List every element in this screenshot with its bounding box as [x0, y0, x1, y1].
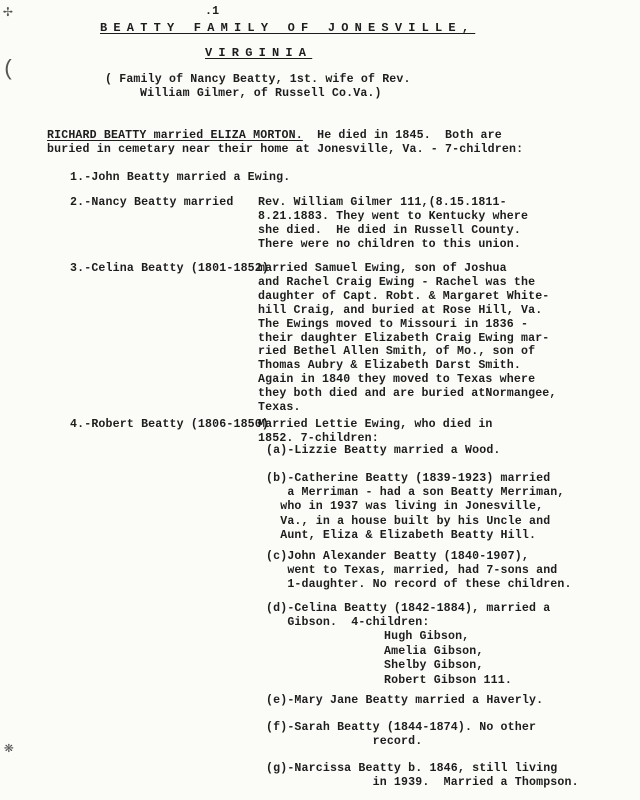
child-entry-line: daughter of Capt. Robt. & Margaret White- — [258, 289, 550, 303]
binder-hole-mark: ( — [2, 57, 16, 82]
child-entry-line: Married Lettie Ewing, who died in — [258, 418, 493, 431]
grandchild-entry-lead: (d)-Celina Beatty (1842-1884), married a — [266, 602, 551, 615]
child-entry-line: Thomas Aubry & Elizabeth Darst Smith. — [258, 359, 521, 373]
grandchild-entry-line: in 1939. Married a Thompson. — [266, 776, 579, 790]
child-entry-line: There were no children to this union. — [258, 237, 521, 251]
child-entry-line: Texas. — [258, 401, 301, 414]
subtitle-line: William Gilmer, of Russell Co.Va.) — [140, 87, 382, 100]
child-entry-line: Rev. William Gilmer 111,(8.15.1811- — [258, 196, 507, 209]
child-entry-line: and Rachel Craig Ewing - Rachel was the — [258, 275, 536, 289]
child-entry-line: their daughter Elizabeth Craig Ewing mar- — [258, 331, 550, 345]
grandchild-entry-line: record. — [266, 735, 423, 749]
grandchild-entry-line: a Merriman - had a son Beatty Merriman, — [266, 486, 565, 500]
grandchild-entry-lead: (c)John Alexander Beatty (1840-1907), — [266, 550, 529, 563]
grandchild-entry-line: who in 1937 was living in Jonesville, — [266, 500, 544, 514]
ink-blot-mark: ❋ — [4, 739, 14, 757]
binder-hole-mark: ✢ — [3, 3, 13, 21]
child-entry-line: ried Bethel Allen Smith, of Mo., son of — [258, 345, 536, 359]
gibson-child-name: Shelby Gibson, — [384, 659, 484, 673]
grandchild-entry-lead: (e)-Mary Jane Beatty married a Haverly. — [266, 694, 544, 707]
grandchild-entry-line: Va., in a house built by his Uncle and — [266, 514, 551, 528]
child-entry-line: The Ewings moved to Missouri in 1836 - — [258, 317, 529, 331]
child-entry-lead: 1.-John Beatty married a Ewing. — [70, 171, 291, 184]
child-entry-line: hill Craig, and buried at Rose Hill, Va. — [258, 303, 543, 317]
document-title-state: VIRGINIA — [205, 46, 313, 60]
page-number: .1 — [205, 5, 220, 18]
grandchild-entry-lead: (a)-Lizzie Beatty married a Wood. — [266, 444, 501, 457]
gibson-child-name: Robert Gibson 111. — [384, 673, 512, 687]
gibson-child-name: Hugh Gibson, — [384, 630, 470, 643]
child-entry-lead: 2.-Nancy Beatty married — [70, 196, 241, 209]
grandchild-entry-lead: (g)-Narcissa Beatty b. 1846, still living — [266, 762, 558, 775]
child-entry-lead: 3.-Celina Beatty (1801-1852) — [70, 262, 277, 275]
child-entry-line: they both died and are buried atNormangee, — [258, 387, 557, 401]
grandchild-entry-lead: (b)-Catherine Beatty (1839-1923) married — [266, 472, 551, 485]
child-entry-line: Again in 1840 they moved to Texas where — [258, 373, 536, 387]
child-entry-line: 1852. 7-children: — [258, 431, 379, 445]
subtitle-line: ( Family of Nancy Beatty, 1st. wife of Rev. — [105, 73, 411, 86]
child-entry-line: 8.21.1883. They went to Kentucky where — [258, 209, 529, 223]
intro-paragraph — [47, 129, 502, 142]
intro-text: He died in 1845. Both are — [302, 129, 502, 142]
child-entry-lead: 4.-Robert Beatty (1806-1850) — [70, 418, 277, 431]
child-entry-line: married Samuel Ewing, son of Joshua — [258, 262, 507, 275]
document-title: BEATTY FAMILY OF JONESVILLE, — [100, 21, 476, 35]
intro-couple-name: RICHARD BEATTY married ELIZA MORTON. — [47, 129, 303, 142]
intro-text-line: buried in cemetary near their home at Jonesville, Va. - 7-children: — [47, 143, 524, 156]
grandchild-entry-lead: (f)-Sarah Beatty (1844-1874). No other — [266, 721, 537, 734]
gibson-child-name: Amelia Gibson, — [384, 644, 484, 658]
grandchild-entry-line: Gibson. 4-children: — [266, 616, 430, 630]
grandchild-entry-line: went to Texas, married, had 7-sons and — [266, 564, 558, 578]
grandchild-entry-line: 1-daughter. No record of these children. — [266, 578, 572, 592]
grandchild-entry-line: Aunt, Eliza & Elizabeth Beatty Hill. — [266, 528, 537, 542]
child-entry-line: she died. He died in Russell County. — [258, 223, 521, 237]
